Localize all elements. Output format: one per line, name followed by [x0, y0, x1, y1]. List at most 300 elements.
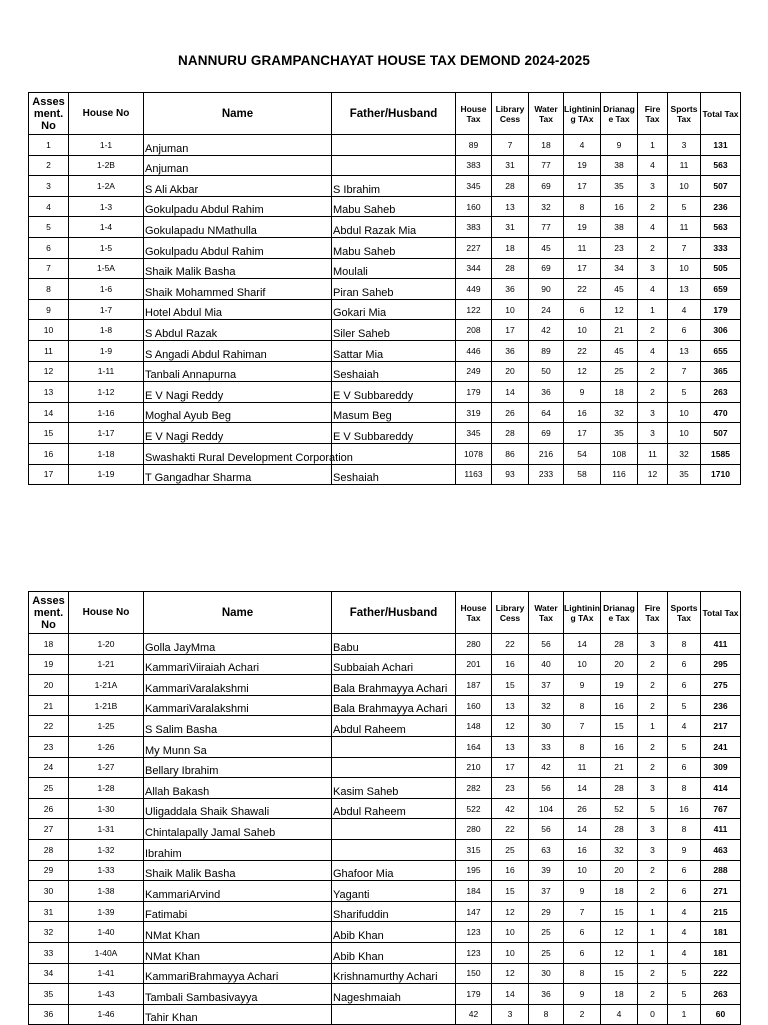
header-total-tax: Total Tax: [701, 592, 741, 634]
cell-total-tax: 505: [701, 258, 741, 279]
cell-house-no: 1-8: [69, 320, 144, 341]
cell-lighting-tax: 19: [564, 217, 601, 238]
cell-name: KammariViiraiah Achari: [144, 654, 332, 675]
cell-father-husband: Seshaiah: [332, 464, 456, 485]
cell-assessment-no: 19: [29, 654, 69, 675]
cell-drainage-tax: 19: [601, 675, 638, 696]
cell-sports-tax: 8: [668, 634, 701, 655]
cell-total-tax: 241: [701, 736, 741, 757]
cell-water-tax: 32: [529, 196, 564, 217]
cell-lighting-tax: 22: [564, 279, 601, 300]
cell-house-no: 1-18: [69, 443, 144, 464]
cell-total-tax: 365: [701, 361, 741, 382]
cell-name: Shaik Mohammed Sharif: [144, 279, 332, 300]
cell-lighting-tax: 10: [564, 654, 601, 675]
cell-lighting-tax: 8: [564, 695, 601, 716]
cell-drainage-tax: 12: [601, 922, 638, 943]
cell-water-tax: 233: [529, 464, 564, 485]
cell-total-tax: 181: [701, 942, 741, 963]
cell-father-husband: Babu: [332, 634, 456, 655]
cell-sports-tax: 35: [668, 464, 701, 485]
cell-lighting-tax: 19: [564, 155, 601, 176]
cell-name: E V Nagi Reddy: [144, 382, 332, 403]
cell-father-husband: Bala Brahmayya Achari: [332, 675, 456, 696]
cell-house-tax: 42: [456, 1004, 492, 1025]
cell-assessment-no: 35: [29, 984, 69, 1005]
cell-sports-tax: 4: [668, 942, 701, 963]
cell-total-tax: 236: [701, 196, 741, 217]
cell-house-no: 1-17: [69, 423, 144, 444]
table-row: [29, 217, 741, 238]
cell-lighting-tax: 7: [564, 716, 601, 737]
cell-house-tax: 187: [456, 675, 492, 696]
cell-sports-tax: 6: [668, 860, 701, 881]
cell-total-tax: 507: [701, 176, 741, 197]
cell-name: Allah Bakash: [144, 778, 332, 799]
cell-total-tax: 215: [701, 901, 741, 922]
cell-total-tax: 306: [701, 320, 741, 341]
table-row: [29, 798, 741, 819]
cell-library-cess: 16: [492, 654, 529, 675]
cell-drainage-tax: 18: [601, 382, 638, 403]
cell-water-tax: 33: [529, 736, 564, 757]
cell-total-tax: 1585: [701, 443, 741, 464]
cell-fire-tax: 4: [638, 340, 668, 361]
house-tax-table-1: [28, 92, 741, 485]
table-row: [29, 963, 741, 984]
cell-sports-tax: 10: [668, 402, 701, 423]
table-row: [29, 716, 741, 737]
cell-drainage-tax: 12: [601, 299, 638, 320]
cell-water-tax: 36: [529, 382, 564, 403]
cell-house-tax: 319: [456, 402, 492, 423]
cell-assessment-no: 13: [29, 382, 69, 403]
cell-sports-tax: 6: [668, 757, 701, 778]
cell-name: Uligaddala Shaik Shawali: [144, 798, 332, 819]
cell-house-tax: 208: [456, 320, 492, 341]
cell-lighting-tax: 8: [564, 196, 601, 217]
cell-father-husband: Sharifuddin: [332, 901, 456, 922]
cell-lighting-tax: 11: [564, 757, 601, 778]
cell-house-tax: 123: [456, 942, 492, 963]
cell-total-tax: 563: [701, 155, 741, 176]
cell-total-tax: 60: [701, 1004, 741, 1025]
cell-sports-tax: 4: [668, 901, 701, 922]
cell-house-tax: 150: [456, 963, 492, 984]
cell-house-tax: 522: [456, 798, 492, 819]
cell-house-no: 1-40: [69, 922, 144, 943]
cell-water-tax: 37: [529, 675, 564, 696]
cell-house-tax: 383: [456, 217, 492, 238]
cell-house-no: 1-43: [69, 984, 144, 1005]
cell-lighting-tax: 7: [564, 901, 601, 922]
cell-father-husband: E V Subbareddy: [332, 382, 456, 403]
cell-sports-tax: 3: [668, 135, 701, 156]
cell-name: T Gangadhar Sharma: [144, 464, 332, 485]
table-row: [29, 984, 741, 1005]
cell-library-cess: 14: [492, 984, 529, 1005]
cell-house-no: 1-31: [69, 819, 144, 840]
cell-sports-tax: 5: [668, 695, 701, 716]
cell-house-no: 1-21: [69, 654, 144, 675]
cell-water-tax: 56: [529, 634, 564, 655]
cell-library-cess: 18: [492, 237, 529, 258]
table-row: [29, 340, 741, 361]
cell-library-cess: 86: [492, 443, 529, 464]
header-water-tax: Water Tax: [529, 592, 564, 634]
cell-father-husband: [332, 155, 456, 176]
cell-water-tax: 69: [529, 258, 564, 279]
cell-sports-tax: 4: [668, 299, 701, 320]
cell-fire-tax: 1: [638, 901, 668, 922]
cell-drainage-tax: 21: [601, 757, 638, 778]
cell-library-cess: 16: [492, 860, 529, 881]
cell-library-cess: 26: [492, 402, 529, 423]
cell-house-tax: 227: [456, 237, 492, 258]
cell-father-husband: [332, 839, 456, 860]
table-row: [29, 922, 741, 943]
cell-house-no: 1-38: [69, 881, 144, 902]
cell-fire-tax: 2: [638, 984, 668, 1005]
cell-total-tax: 411: [701, 819, 741, 840]
cell-assessment-no: 29: [29, 860, 69, 881]
cell-drainage-tax: 28: [601, 819, 638, 840]
cell-water-tax: 29: [529, 901, 564, 922]
cell-sports-tax: 11: [668, 217, 701, 238]
cell-name: Anjuman: [144, 155, 332, 176]
cell-house-no: 1-4: [69, 217, 144, 238]
cell-total-tax: 263: [701, 382, 741, 403]
cell-father-husband: E V Subbareddy: [332, 423, 456, 444]
cell-father-husband: Bala Brahmayya Achari: [332, 695, 456, 716]
cell-lighting-tax: 14: [564, 634, 601, 655]
cell-drainage-tax: 20: [601, 860, 638, 881]
table-row: [29, 237, 741, 258]
cell-fire-tax: 2: [638, 963, 668, 984]
cell-house-tax: 160: [456, 695, 492, 716]
cell-lighting-tax: 6: [564, 942, 601, 963]
cell-assessment-no: 36: [29, 1004, 69, 1025]
cell-library-cess: 3: [492, 1004, 529, 1025]
cell-assessment-no: 30: [29, 881, 69, 902]
table-row: [29, 819, 741, 840]
cell-father-husband: [332, 1004, 456, 1025]
cell-lighting-tax: 58: [564, 464, 601, 485]
cell-house-no: 1-19: [69, 464, 144, 485]
cell-water-tax: 39: [529, 860, 564, 881]
cell-water-tax: 25: [529, 942, 564, 963]
cell-total-tax: 131: [701, 135, 741, 156]
cell-fire-tax: 3: [638, 258, 668, 279]
cell-library-cess: 17: [492, 320, 529, 341]
cell-name: Golla JayMma: [144, 634, 332, 655]
cell-house-tax: 1163: [456, 464, 492, 485]
cell-house-tax: 446: [456, 340, 492, 361]
table-row: [29, 675, 741, 696]
cell-library-cess: 93: [492, 464, 529, 485]
cell-assessment-no: 11: [29, 340, 69, 361]
cell-name: S Angadi Abdul Rahiman: [144, 340, 332, 361]
cell-assessment-no: 18: [29, 634, 69, 655]
cell-house-tax: 344: [456, 258, 492, 279]
cell-water-tax: 69: [529, 176, 564, 197]
cell-sports-tax: 7: [668, 361, 701, 382]
cell-drainage-tax: 18: [601, 881, 638, 902]
table-row: [29, 382, 741, 403]
cell-name: Bellary Ibrahim: [144, 757, 332, 778]
cell-house-no: 1-20: [69, 634, 144, 655]
cell-total-tax: 288: [701, 860, 741, 881]
cell-house-no: 1-6: [69, 279, 144, 300]
table-row: [29, 695, 741, 716]
cell-name: Gokulpadu Abdul Rahim: [144, 237, 332, 258]
table-1-body: [29, 135, 741, 485]
table-row: [29, 860, 741, 881]
cell-library-cess: 13: [492, 736, 529, 757]
header-house-no: House No: [69, 592, 144, 634]
cell-father-husband: Moulali: [332, 258, 456, 279]
cell-father-husband: Piran Saheb: [332, 279, 456, 300]
table-row: [29, 634, 741, 655]
cell-water-tax: 30: [529, 716, 564, 737]
cell-name: Anjuman: [144, 135, 332, 156]
cell-total-tax: 655: [701, 340, 741, 361]
cell-fire-tax: 3: [638, 839, 668, 860]
cell-library-cess: 22: [492, 634, 529, 655]
cell-house-no: 1-46: [69, 1004, 144, 1025]
cell-lighting-tax: 10: [564, 860, 601, 881]
cell-assessment-no: 24: [29, 757, 69, 778]
table-row: [29, 155, 741, 176]
cell-total-tax: 217: [701, 716, 741, 737]
cell-water-tax: 25: [529, 922, 564, 943]
table-row: [29, 757, 741, 778]
cell-water-tax: 8: [529, 1004, 564, 1025]
cell-assessment-no: 3: [29, 176, 69, 197]
cell-assessment-no: 10: [29, 320, 69, 341]
cell-house-no: 1-21A: [69, 675, 144, 696]
cell-drainage-tax: 4: [601, 1004, 638, 1025]
table-row: [29, 402, 741, 423]
cell-water-tax: 50: [529, 361, 564, 382]
cell-drainage-tax: 28: [601, 634, 638, 655]
header-assessment: Asses ment. No: [29, 592, 69, 634]
table-row: [29, 423, 741, 444]
cell-lighting-tax: 22: [564, 340, 601, 361]
cell-name: S Salim Basha: [144, 716, 332, 737]
cell-house-tax: 1078: [456, 443, 492, 464]
cell-fire-tax: 3: [638, 423, 668, 444]
cell-total-tax: 1710: [701, 464, 741, 485]
cell-lighting-tax: 8: [564, 963, 601, 984]
cell-house-tax: 148: [456, 716, 492, 737]
cell-library-cess: 12: [492, 963, 529, 984]
cell-library-cess: 13: [492, 695, 529, 716]
table-row: [29, 778, 741, 799]
cell-house-no: 1-28: [69, 778, 144, 799]
cell-lighting-tax: 4: [564, 135, 601, 156]
cell-lighting-tax: 17: [564, 423, 601, 444]
cell-lighting-tax: 14: [564, 778, 601, 799]
cell-lighting-tax: 17: [564, 176, 601, 197]
cell-total-tax: 222: [701, 963, 741, 984]
cell-house-no: 1-21B: [69, 695, 144, 716]
cell-name: Ibrahim: [144, 839, 332, 860]
cell-father-husband: Abib Khan: [332, 942, 456, 963]
cell-assessment-no: 8: [29, 279, 69, 300]
cell-fire-tax: 5: [638, 798, 668, 819]
cell-house-no: 1-25: [69, 716, 144, 737]
cell-total-tax: 275: [701, 675, 741, 696]
cell-drainage-tax: 16: [601, 196, 638, 217]
cell-lighting-tax: 26: [564, 798, 601, 819]
header-fire-tax: Fire Tax: [638, 592, 668, 634]
cell-house-no: 1-41: [69, 963, 144, 984]
cell-house-no: 1-7: [69, 299, 144, 320]
cell-sports-tax: 8: [668, 778, 701, 799]
cell-library-cess: 14: [492, 382, 529, 403]
table-row: [29, 942, 741, 963]
cell-assessment-no: 31: [29, 901, 69, 922]
cell-house-no: 1-12: [69, 382, 144, 403]
cell-total-tax: 659: [701, 279, 741, 300]
cell-library-cess: 28: [492, 176, 529, 197]
table-row: [29, 654, 741, 675]
cell-house-no: 1-16: [69, 402, 144, 423]
cell-house-tax: 383: [456, 155, 492, 176]
cell-lighting-tax: 2: [564, 1004, 601, 1025]
cell-lighting-tax: 9: [564, 984, 601, 1005]
cell-house-tax: 195: [456, 860, 492, 881]
cell-name: Tanbali Annapurna: [144, 361, 332, 382]
cell-water-tax: 104: [529, 798, 564, 819]
header-sports-tax: Sports Tax: [668, 592, 701, 634]
cell-fire-tax: 2: [638, 881, 668, 902]
cell-fire-tax: 1: [638, 942, 668, 963]
header-row: [29, 592, 741, 634]
cell-house-tax: 449: [456, 279, 492, 300]
cell-house-tax: 184: [456, 881, 492, 902]
cell-fire-tax: 3: [638, 634, 668, 655]
cell-name: Shaik Malik Basha: [144, 258, 332, 279]
table-row: [29, 839, 741, 860]
cell-father-husband: [332, 135, 456, 156]
cell-water-tax: 30: [529, 963, 564, 984]
cell-fire-tax: 11: [638, 443, 668, 464]
cell-lighting-tax: 6: [564, 922, 601, 943]
cell-house-no: 1-40A: [69, 942, 144, 963]
cell-fire-tax: 1: [638, 135, 668, 156]
cell-house-tax: 164: [456, 736, 492, 757]
cell-father-husband: Siler Saheb: [332, 320, 456, 341]
cell-sports-tax: 32: [668, 443, 701, 464]
cell-house-tax: 210: [456, 757, 492, 778]
cell-assessment-no: 34: [29, 963, 69, 984]
header-lighting-tax: Lightinin g TAx: [564, 93, 601, 135]
header-house-tax: House Tax: [456, 93, 492, 135]
cell-name: KammariArvind: [144, 881, 332, 902]
header-house-no: House No: [69, 93, 144, 135]
cell-father-husband: Sattar Mia: [332, 340, 456, 361]
cell-assessment-no: 5: [29, 217, 69, 238]
cell-lighting-tax: 12: [564, 361, 601, 382]
cell-drainage-tax: 32: [601, 839, 638, 860]
cell-water-tax: 69: [529, 423, 564, 444]
cell-assessment-no: 1: [29, 135, 69, 156]
table-row: [29, 881, 741, 902]
cell-total-tax: 411: [701, 634, 741, 655]
cell-house-tax: 315: [456, 839, 492, 860]
cell-sports-tax: 16: [668, 798, 701, 819]
cell-sports-tax: 10: [668, 176, 701, 197]
cell-house-no: 1-9: [69, 340, 144, 361]
cell-assessment-no: 21: [29, 695, 69, 716]
table-row: [29, 299, 741, 320]
cell-fire-tax: 2: [638, 361, 668, 382]
cell-fire-tax: 12: [638, 464, 668, 485]
cell-water-tax: 90: [529, 279, 564, 300]
cell-sports-tax: 5: [668, 196, 701, 217]
cell-water-tax: 42: [529, 757, 564, 778]
cell-drainage-tax: 16: [601, 736, 638, 757]
cell-sports-tax: 11: [668, 155, 701, 176]
cell-house-tax: 89: [456, 135, 492, 156]
cell-sports-tax: 6: [668, 320, 701, 341]
cell-total-tax: 470: [701, 402, 741, 423]
cell-sports-tax: 5: [668, 984, 701, 1005]
house-tax-table-2: [28, 591, 741, 1025]
cell-drainage-tax: 21: [601, 320, 638, 341]
cell-fire-tax: 3: [638, 819, 668, 840]
cell-fire-tax: 4: [638, 155, 668, 176]
cell-name: My Munn Sa: [144, 736, 332, 757]
cell-library-cess: 36: [492, 340, 529, 361]
cell-house-no: 1-2A: [69, 176, 144, 197]
cell-house-tax: 201: [456, 654, 492, 675]
cell-assessment-no: 15: [29, 423, 69, 444]
cell-sports-tax: 5: [668, 736, 701, 757]
header-library-cess: Library Cess: [492, 592, 529, 634]
cell-sports-tax: 5: [668, 382, 701, 403]
cell-water-tax: 40: [529, 654, 564, 675]
cell-fire-tax: 2: [638, 675, 668, 696]
cell-assessment-no: 6: [29, 237, 69, 258]
cell-lighting-tax: 9: [564, 675, 601, 696]
cell-assessment-no: 16: [29, 443, 69, 464]
cell-assessment-no: 20: [29, 675, 69, 696]
cell-name: KammariBrahmayya Achari: [144, 963, 332, 984]
cell-sports-tax: 4: [668, 716, 701, 737]
cell-total-tax: 563: [701, 217, 741, 238]
cell-library-cess: 15: [492, 881, 529, 902]
cell-name: KammariVaralakshmi: [144, 695, 332, 716]
cell-house-no: 1-39: [69, 901, 144, 922]
cell-father-husband: Krishnamurthy Achari: [332, 963, 456, 984]
cell-drainage-tax: 18: [601, 984, 638, 1005]
cell-fire-tax: 2: [638, 757, 668, 778]
cell-father-husband: S Ibrahim: [332, 176, 456, 197]
cell-fire-tax: 0: [638, 1004, 668, 1025]
cell-library-cess: 12: [492, 901, 529, 922]
cell-library-cess: 28: [492, 423, 529, 444]
cell-house-tax: 249: [456, 361, 492, 382]
cell-drainage-tax: 52: [601, 798, 638, 819]
header-drainage-tax: Drianag e Tax: [601, 93, 638, 135]
cell-house-no: 1-2B: [69, 155, 144, 176]
cell-water-tax: 89: [529, 340, 564, 361]
cell-name: Swashakti Rural Development Corporation: [144, 443, 332, 464]
document-title: NANNURU GRAMPANCHAYAT HOUSE TAX DEMOND 2024-2025: [178, 53, 590, 68]
